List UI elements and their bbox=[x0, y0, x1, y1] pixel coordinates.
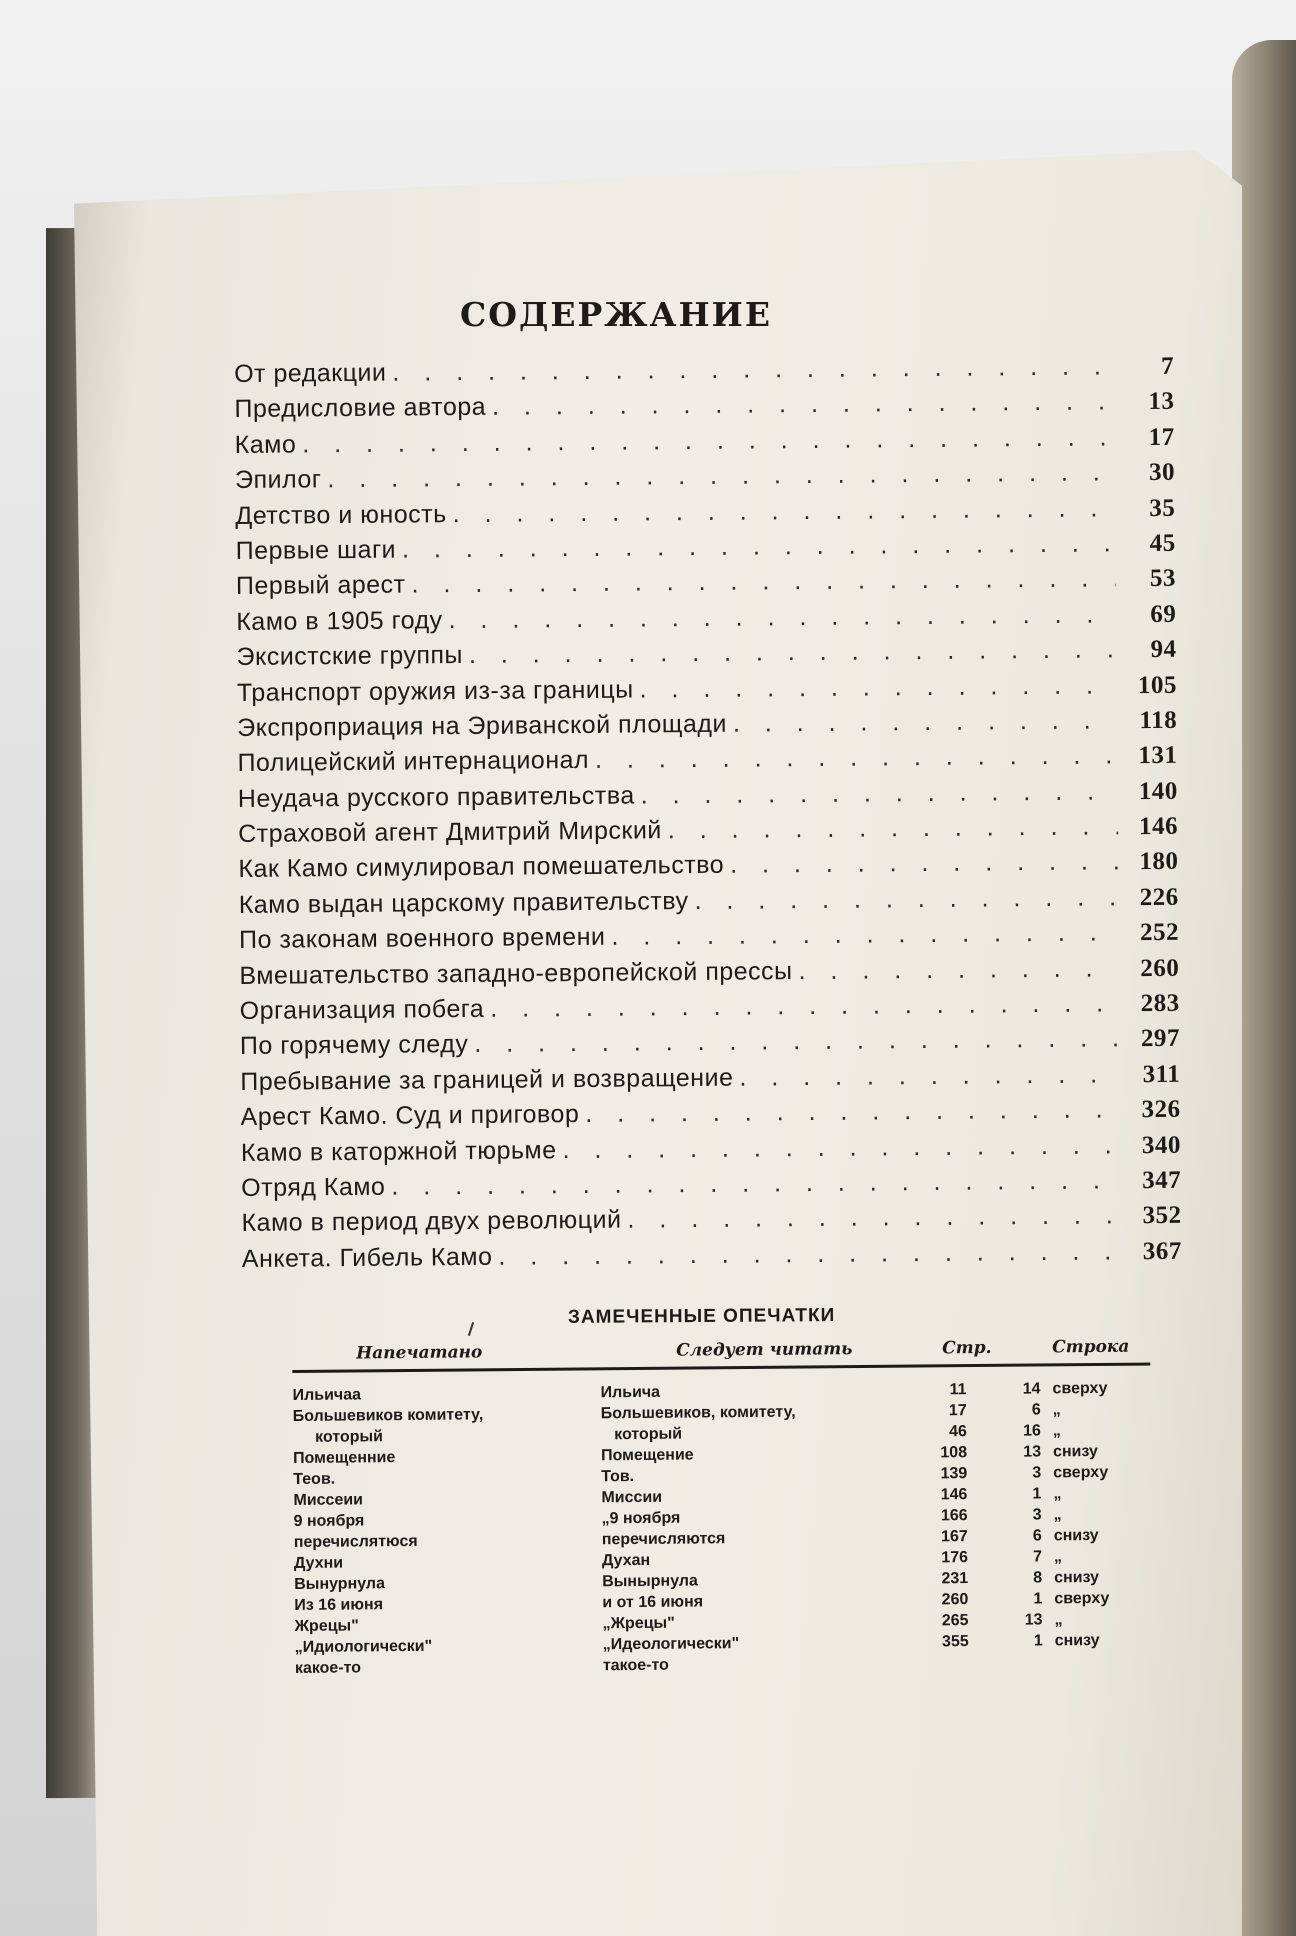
toc-entry-title: Экспроприация на Эриванской площади bbox=[237, 709, 728, 742]
toc-entry-page: 131 bbox=[1138, 742, 1178, 770]
errata-page: 167 bbox=[941, 1528, 968, 1546]
toc-entry-page: 252 bbox=[1139, 919, 1180, 947]
table-of-contents bbox=[234, 352, 1182, 1280]
errata-correct: Миссии bbox=[601, 1488, 663, 1507]
toc-entry-page: 326 bbox=[1141, 1095, 1181, 1124]
errata-header bbox=[292, 1327, 1150, 1373]
toc-leader-dots bbox=[498, 1237, 1122, 1271]
errata-printed: Помещенние bbox=[293, 1449, 396, 1467]
toc-leader-dots bbox=[453, 494, 1116, 529]
errata-printed: 9 ноября bbox=[293, 1512, 365, 1530]
errata-position: „ bbox=[1052, 1422, 1061, 1440]
errata-line: 13 bbox=[1024, 1611, 1043, 1629]
toc-entry bbox=[242, 1237, 1182, 1281]
toc-leader-dots bbox=[448, 600, 1116, 635]
errata-printed: Вынурнула bbox=[294, 1575, 386, 1593]
errata-line: 3 bbox=[1032, 1506, 1042, 1524]
errata-position: „ bbox=[1054, 1611, 1063, 1629]
errata-position: „ bbox=[1053, 1548, 1063, 1566]
toc-leader-dots bbox=[562, 1131, 1121, 1165]
toc-leader-dots bbox=[730, 848, 1119, 880]
toc-entry-title: Предисловие автора bbox=[234, 393, 487, 424]
errata-printed: Духни bbox=[293, 1554, 344, 1572]
toc-entry-title: Первый арест bbox=[235, 570, 406, 601]
toc-entry-page: 35 bbox=[1149, 494, 1176, 522]
toc-entry-title: Страховой агент Дмитрий Мирский bbox=[238, 816, 662, 849]
errata-correct: „Идеологически" bbox=[602, 1635, 740, 1654]
toc-entry-page: 45 bbox=[1149, 529, 1176, 557]
errata-page: 260 bbox=[941, 1591, 969, 1609]
toc-entry-page: 260 bbox=[1140, 954, 1180, 982]
errata-position: сверху bbox=[1054, 1589, 1110, 1608]
errata-line: 3 bbox=[1032, 1464, 1042, 1482]
errata-printed: Ильичаа bbox=[292, 1386, 362, 1404]
errata-correct: и от 16 июня bbox=[602, 1593, 704, 1612]
errata-page: 146 bbox=[940, 1486, 968, 1504]
toc-entry-title: Камо bbox=[234, 430, 297, 459]
errata-position: снизу bbox=[1054, 1631, 1100, 1650]
toc-entry-page: 340 bbox=[1141, 1131, 1182, 1159]
header-printed: Напечатано bbox=[356, 1342, 483, 1364]
toc-entry-title: Камо в период двух революций bbox=[241, 1206, 622, 1238]
toc-entry-page: 118 bbox=[1139, 706, 1178, 735]
toc-leader-dots bbox=[798, 954, 1119, 986]
errata-position: снизу bbox=[1053, 1526, 1099, 1545]
errata-position: „ bbox=[1053, 1506, 1062, 1524]
toc-entry-page: 7 bbox=[1160, 352, 1175, 380]
errata-rows bbox=[292, 1378, 1153, 1679]
toc-entry-page: 352 bbox=[1142, 1202, 1182, 1230]
toc-entry-page: 226 bbox=[1139, 883, 1179, 911]
errata-position: снизу bbox=[1052, 1442, 1098, 1461]
errata-printed: Теов. bbox=[293, 1470, 336, 1488]
toc-entry-page: 13 bbox=[1148, 388, 1175, 416]
errata-table bbox=[292, 1327, 1153, 1679]
toc-title: СОДЕРЖАНИЕ bbox=[459, 295, 772, 334]
errata-correct: Духан bbox=[601, 1551, 651, 1570]
errata-line: 1 bbox=[1033, 1590, 1043, 1608]
errata-line: 6 bbox=[1031, 1401, 1041, 1419]
errata-correct: Помещение bbox=[601, 1446, 694, 1465]
errata-line: 8 bbox=[1033, 1569, 1043, 1587]
errata-printed: Из 16 июня bbox=[294, 1596, 384, 1614]
errata-page: 166 bbox=[940, 1507, 968, 1525]
toc-leader-dots bbox=[739, 1060, 1120, 1092]
errata-line: 13 bbox=[1023, 1443, 1042, 1461]
toc-leader-dots bbox=[611, 919, 1119, 952]
toc-entry-page: 140 bbox=[1138, 777, 1178, 805]
errata-page: 17 bbox=[948, 1402, 967, 1420]
toc-leader-dots bbox=[627, 1202, 1121, 1235]
header-line: Строка bbox=[1052, 1336, 1130, 1358]
toc-leader-dots bbox=[391, 1166, 1121, 1201]
toc-entry-title: Как Камо симулировал помешательство bbox=[238, 851, 725, 884]
errata-printed: „Идиологически" bbox=[294, 1637, 433, 1656]
toc-leader-dots bbox=[327, 458, 1115, 494]
toc-leader-dots bbox=[668, 812, 1119, 845]
toc-leader-dots bbox=[469, 635, 1117, 670]
errata-line: 1 bbox=[1033, 1632, 1043, 1650]
errata-page: 355 bbox=[941, 1633, 969, 1651]
header-page: Стр. bbox=[942, 1337, 992, 1359]
errata-printed: какое-то bbox=[294, 1659, 362, 1677]
errata-page: 265 bbox=[941, 1612, 969, 1630]
errata-line: 7 bbox=[1032, 1548, 1043, 1566]
toc-leader-dots bbox=[490, 989, 1120, 1023]
toc-leader-dots bbox=[641, 777, 1118, 810]
toc-entry-title: Эксистские группы bbox=[236, 641, 464, 672]
toc-entry-title: Пребывание за границей и возвращение bbox=[240, 1063, 734, 1096]
errata-position: „ bbox=[1052, 1401, 1061, 1419]
errata-title: ЗАМЕЧЕННЫЕ ОПЕЧАТКИ bbox=[567, 1305, 836, 1328]
toc-entry-title: Полицейский интернационал bbox=[237, 746, 590, 778]
errata-correct: Тов. bbox=[601, 1468, 635, 1486]
errata-page: 176 bbox=[941, 1549, 969, 1567]
toc-entry-title: Камо в каторжной тюрьме bbox=[240, 1135, 557, 1167]
toc-entry-page: 94 bbox=[1150, 635, 1177, 664]
errata-line: 16 bbox=[1023, 1422, 1041, 1440]
errata-correct: такое-то bbox=[602, 1656, 669, 1675]
toc-entry-title: Камо в 1905 году bbox=[236, 605, 443, 636]
errata-correct: „Жрецы" bbox=[602, 1614, 675, 1633]
toc-entry-title: Транспорт оружия из-за границы bbox=[236, 675, 634, 707]
toc-entry-page: 146 bbox=[1138, 812, 1179, 841]
errata-printed: Большевиков комитету, который bbox=[292, 1406, 484, 1446]
toc-leader-dots bbox=[392, 352, 1114, 387]
toc-entry-page: 297 bbox=[1140, 1025, 1181, 1053]
toc-entry-page: 311 bbox=[1142, 1060, 1181, 1088]
errata-line: 6 bbox=[1032, 1527, 1042, 1545]
errata-page: 46 bbox=[949, 1423, 967, 1441]
errata-position: сверху bbox=[1053, 1463, 1109, 1482]
toc-entry-title: Первые шаги bbox=[235, 535, 397, 565]
toc-entry-title: Детство и юность bbox=[235, 499, 447, 530]
toc-entry-page: 53 bbox=[1149, 565, 1177, 593]
toc-entry-page: 347 bbox=[1142, 1166, 1182, 1195]
toc-entry-title: По горячему следу bbox=[239, 1030, 469, 1061]
toc-entry-page: 30 bbox=[1148, 458, 1176, 487]
errata-printed: Миссеии bbox=[293, 1491, 364, 1509]
toc-leader-dots bbox=[411, 565, 1116, 600]
toc-entry-title: Камо выдан царскому правительству bbox=[238, 886, 689, 919]
header-correct: Следует читать bbox=[676, 1339, 853, 1361]
toc-leader-dots bbox=[595, 742, 1118, 776]
toc-entry-page: 17 bbox=[1148, 423, 1175, 451]
toc-leader-dots bbox=[474, 1025, 1120, 1060]
toc-entry-page: 367 bbox=[1142, 1237, 1182, 1265]
toc-entry-title: Анкета. Гибель Камо bbox=[241, 1242, 493, 1273]
toc-entry-title: Арест Камо. Суд и приговор bbox=[240, 1100, 580, 1132]
toc-entry-page: 283 bbox=[1140, 989, 1180, 1018]
errata-printed: Жрецы" bbox=[294, 1617, 359, 1635]
toc-leader-dots bbox=[733, 706, 1118, 738]
toc-entry-page: 105 bbox=[1137, 671, 1177, 699]
errata-page: 231 bbox=[941, 1570, 969, 1588]
errata-correct: Большевиков, комитету, который bbox=[600, 1403, 796, 1444]
toc-entry-title: От редакции bbox=[234, 358, 387, 388]
toc-leader-dots bbox=[585, 1095, 1121, 1129]
toc-leader-dots bbox=[492, 388, 1115, 422]
toc-entry-title: Отряд Камо bbox=[241, 1172, 386, 1202]
errata-page: 11 bbox=[949, 1381, 967, 1399]
errata-line: 14 bbox=[1022, 1380, 1041, 1398]
errata-page: 108 bbox=[940, 1444, 968, 1462]
errata-correct: „9 ноября bbox=[601, 1509, 681, 1528]
errata-correct: Вынырнула bbox=[602, 1572, 698, 1591]
toc-entry-page: 180 bbox=[1139, 848, 1179, 876]
errata-printed: перечислятюся bbox=[293, 1532, 418, 1551]
errata-row bbox=[293, 1399, 1151, 1448]
toc-entry-title: Неудача русского правительства bbox=[237, 781, 635, 813]
errata-position: „ bbox=[1053, 1485, 1062, 1503]
errata-position: снизу bbox=[1054, 1568, 1100, 1587]
toc-leader-dots bbox=[302, 423, 1115, 459]
toc-entry-page: 69 bbox=[1150, 600, 1177, 628]
errata-position: сверху bbox=[1052, 1379, 1108, 1398]
errata-page: 139 bbox=[940, 1465, 968, 1483]
toc-leader-dots bbox=[694, 883, 1118, 916]
toc-entry-title: По законам военного времени bbox=[238, 923, 606, 955]
toc-leader-dots bbox=[402, 529, 1116, 564]
toc-entry-title: Организация побега bbox=[239, 994, 485, 1026]
toc-entry-title: Вмешательство западно-европейской прессы bbox=[239, 956, 793, 990]
errata-correct: Ильича bbox=[600, 1383, 661, 1402]
toc-leader-dots bbox=[639, 671, 1117, 704]
toc-entry-title: Эпилог bbox=[234, 465, 322, 495]
errata-correct: перечисляются bbox=[601, 1530, 726, 1549]
errata-line: 1 bbox=[1032, 1485, 1042, 1503]
